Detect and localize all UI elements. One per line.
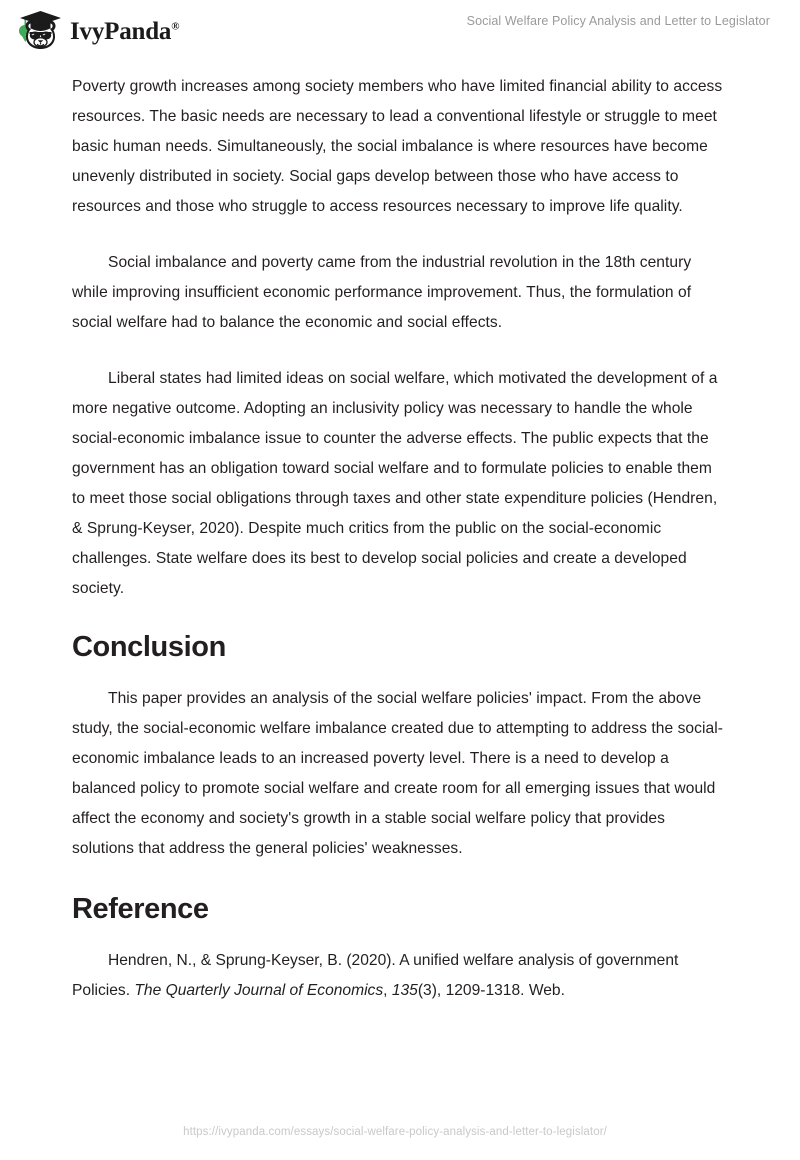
reference-entry <box>72 946 724 1006</box>
reference-journal-name: The Quarterly Journal of Economics <box>134 982 384 999</box>
panda-graduate-logo-icon <box>14 10 62 52</box>
page-footer <box>0 1122 800 1140</box>
brand-name-text: IvyPanda <box>70 17 172 45</box>
document-title-header: Social Welfare Policy Analysis and Letter to Legislator <box>466 14 770 28</box>
reference-issue-pages: (3), 1209-1318. Web. <box>417 982 565 999</box>
reference-separator: , <box>383 982 392 999</box>
source-url[interactable]: https://ivypanda.com/essays/social-welfare-policy-analysis-and-letter-to-legislator/ <box>183 1126 607 1138</box>
reference-volume: 135 <box>391 982 418 999</box>
document-content <box>72 72 724 1006</box>
page-header <box>0 0 800 62</box>
paragraph-2: Social imbalance and poverty came from the industrial revolution in the 18th century while improving insufficient economic performance improvement. Thus, the formulation of social welfare had to balance the economic and social effects. <box>72 254 692 331</box>
reference-authors-title: Hendren, N., & Sprung-Keyser, B. (2020). A unified welfare analysis of government Policies. <box>72 952 679 999</box>
brand-name <box>70 19 179 44</box>
conclusion-heading: Conclusion <box>72 631 226 663</box>
conclusion-paragraph: This paper provides an analysis of the social welfare policies' impact. From the above study, the social-economic welfare imbalance created due to attempting to address the social-economic imbalance leads to an increased poverty level. There is a need to develop a balanced policy to promote social welfare and create room for all emerging issues that would affect the economy and society's growth in a stable social welfare policy that provides solutions that address the general policies' weaknesses. <box>72 690 723 857</box>
brand-trademark: ® <box>171 20 180 33</box>
paragraph-1: Poverty growth increases among society members who have limited financial ability to access resources. The basic needs are necessary to lead a conventional lifestyle or struggle to meet basic human needs. Simultaneously, the social imbalance is where resources have become unevenly distributed in society. Social gaps develop between those who have access to resources and those who struggle to access resources necessary to improve life quality. <box>72 78 723 215</box>
reference-heading: Reference <box>72 893 209 925</box>
paragraph-3: Liberal states had limited ideas on social welfare, which motivated the development of a more negative outcome. Adopting an inclusivity policy was necessary to handle the whole social-economic imbalance issue to counter the adverse effects. The public expects that the government has an obligation toward social welfare and to formulate policies to enable them to meet those social obligations through taxes and other state expenditure policies (Hendren, & Sprung-Keyser, 2020). Despite much critics from the public on the social-economic challenges. State welfare does its best to develop social policies and create a developed society. <box>72 370 718 597</box>
brand-logo[interactable] <box>14 10 179 52</box>
